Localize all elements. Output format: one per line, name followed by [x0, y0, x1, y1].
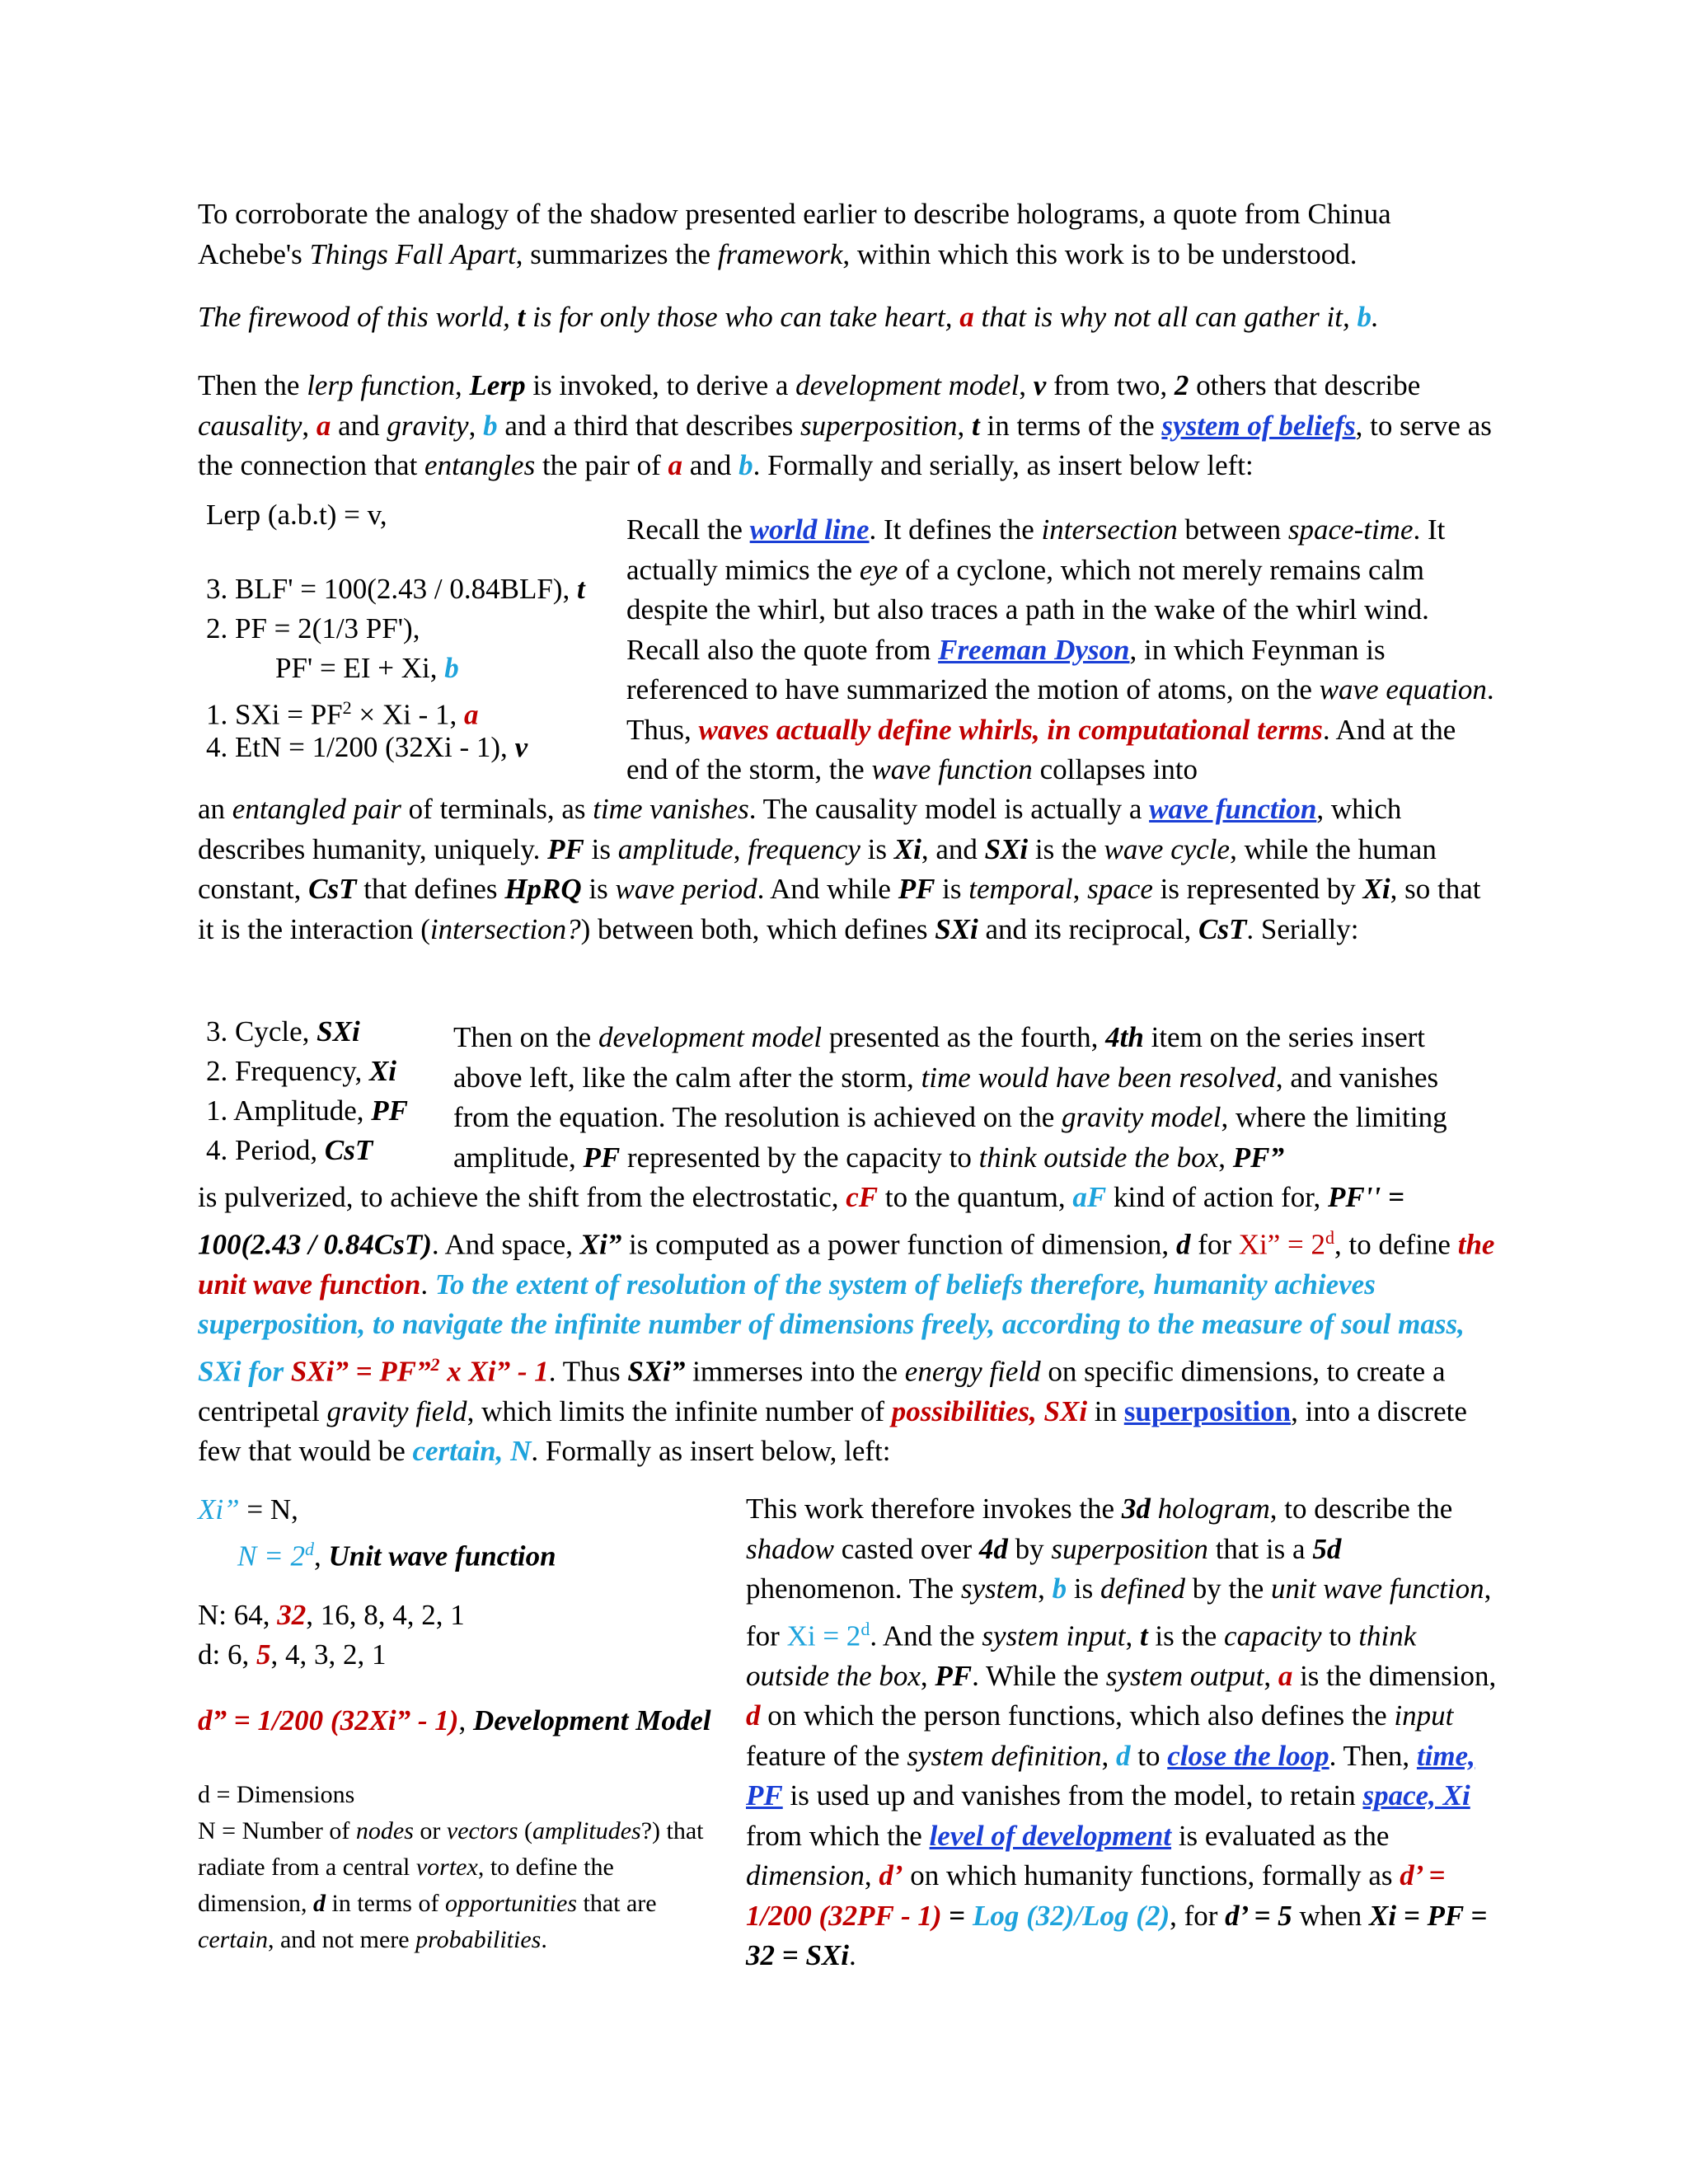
insert-line [198, 1701, 711, 1741]
text: space-time [1287, 513, 1414, 546]
text: . Thus [548, 1355, 628, 1388]
text: N = Number of [198, 1817, 356, 1844]
text: PF' = EI + Xi, [275, 652, 445, 684]
insert-line [206, 728, 528, 768]
text: Xi = 2 [786, 1619, 861, 1652]
text: , to define the dimension, [198, 1854, 614, 1917]
text: is [581, 873, 616, 905]
text: wave cycle [1104, 832, 1231, 865]
var-b: b [1357, 301, 1372, 333]
text: ) between both, which defines [580, 912, 935, 945]
text: or [413, 1817, 447, 1844]
text: is represented by [1152, 873, 1363, 905]
text: , to define [1334, 1228, 1458, 1261]
text: Xi” [198, 1493, 240, 1526]
text: 4d [978, 1532, 1008, 1565]
text: that is a [1207, 1532, 1313, 1565]
var-t: t [517, 301, 526, 333]
text: , [1218, 1141, 1233, 1174]
link-world-line[interactable]: world line [749, 513, 870, 546]
text: . While the [972, 1659, 1106, 1692]
text: gravity model [1062, 1101, 1221, 1133]
text: PF'' = 100(2.43 / 0.84CsT) [198, 1181, 1404, 1261]
text: item on the series insert above left, like the calm after the storm, [453, 1021, 1426, 1094]
text: . The causality model is actually a [748, 793, 1150, 825]
text: Log (32)/Log (2) [973, 1899, 1170, 1932]
text: from two, [1046, 369, 1175, 401]
text: is [860, 832, 894, 865]
text: d’ = 5 [1225, 1899, 1292, 1932]
text: 5d [1312, 1532, 1342, 1565]
insert-line [206, 569, 585, 610]
text: PF [898, 873, 935, 905]
text: v [1033, 369, 1047, 401]
text: To corroborate the analogy of the shadow presented earlier to describe holograms, a quote from Chinua Achebe's [198, 198, 1391, 270]
text: is computed as a power function of dimension, [621, 1228, 1176, 1261]
text: Xi = PF = 32 = SXi [746, 1899, 1488, 1972]
text: Unit wave function [328, 1540, 556, 1572]
link-freeman-dyson[interactable]: Freeman Dyson [938, 633, 1130, 666]
text: between [1177, 513, 1288, 546]
text: d [313, 1890, 326, 1917]
text: Lerp [469, 369, 526, 401]
text: , [957, 409, 973, 442]
text: of a cyclone, which not merely remains calm despite the whirl, but also traces a path in the wake of the whirl wind. Recall also the quote from [626, 553, 1429, 666]
text: is the [1147, 1619, 1225, 1652]
text: , [1264, 1659, 1278, 1692]
text: an [198, 793, 232, 825]
link-system-of-beliefs[interactable]: system of beliefs [1161, 409, 1356, 442]
text: d [1175, 1228, 1191, 1261]
text: d [304, 1539, 314, 1559]
text: in terms of the [979, 409, 1162, 442]
text: Lerp (a.b.t) = v, [206, 499, 387, 531]
link-level-of-development[interactable]: level of development [929, 1819, 1172, 1852]
text: SXi [984, 832, 1029, 865]
text: amplitude [617, 832, 734, 865]
text: 32 [277, 1599, 307, 1631]
text: by [1007, 1532, 1052, 1565]
text: , for [746, 1572, 1492, 1652]
text: wave period [615, 873, 757, 905]
text: is used up and vanishes from the model, to retain [782, 1779, 1363, 1812]
text: × Xi - 1, [351, 698, 465, 731]
text: t [576, 573, 585, 605]
text: , [733, 832, 748, 865]
text: system definition [907, 1739, 1102, 1772]
text: and [682, 449, 739, 481]
link-time-pf[interactable]: time, PF [746, 1739, 1475, 1812]
text: certain [198, 1926, 268, 1953]
text: d [860, 1618, 870, 1639]
text: N = 2 [237, 1540, 305, 1572]
text: possibilities, SXi [891, 1394, 1088, 1427]
text: . It actually mimics the [626, 513, 1446, 586]
text: ?) that radiate from a central [198, 1817, 704, 1881]
text: , [1038, 1572, 1053, 1605]
text: think outside the box [746, 1619, 1417, 1692]
text: is the dimension, [1292, 1659, 1497, 1692]
text: cF [846, 1181, 879, 1213]
text: , so that it is the interaction ( [198, 873, 1481, 945]
text: framework [717, 237, 843, 270]
text: represented by the capacity to [620, 1141, 979, 1174]
link-superposition[interactable]: superposition [1123, 1394, 1292, 1427]
text: waves actually define whirls, in computational terms [698, 713, 1323, 746]
achebe-quote [198, 298, 1496, 338]
text: Xi” = 2 [1238, 1228, 1326, 1261]
text: SXi [935, 912, 978, 945]
definition-d: d = Dimensions [198, 1781, 355, 1808]
text: is pulverized, to achieve the shift from the electrostatic, [198, 1181, 846, 1213]
text: and [331, 409, 387, 442]
text: , [468, 409, 484, 442]
text: = [941, 1899, 973, 1932]
text: d [746, 1699, 761, 1732]
text: . It defines the [869, 513, 1042, 546]
text: b [483, 409, 498, 442]
text: d’ [879, 1859, 903, 1892]
text: 2. PF = 2(1/3 PF'), [206, 612, 420, 644]
text: is [935, 873, 969, 905]
text: 4. EtN = 1/200 (32Xi - 1), [206, 731, 515, 763]
text: development model [795, 369, 1020, 401]
causality-paragraph [198, 790, 1496, 949]
text: SXi” [627, 1355, 686, 1388]
text: that is why not all can gather it, [973, 301, 1357, 333]
text: wave function [871, 753, 1033, 785]
text: 4th [1105, 1021, 1144, 1053]
text: Xi [368, 1055, 397, 1087]
text: . Serially: [1246, 912, 1359, 945]
text: and its reciprocal, [978, 912, 1199, 945]
text: . Formally and serially, as insert below left: [753, 449, 1254, 481]
text: by the [1185, 1572, 1272, 1605]
text: . [848, 1939, 856, 1972]
text: probabilities [415, 1926, 542, 1953]
text: in [1087, 1394, 1124, 1427]
text: a [668, 449, 683, 481]
text: presented as the fourth, [822, 1021, 1106, 1053]
text: a [1278, 1659, 1293, 1692]
lerp-paragraph [198, 366, 1496, 486]
text: SXi” = PF” [290, 1355, 431, 1388]
text: system input [982, 1619, 1126, 1652]
text: gravity field [326, 1394, 467, 1427]
text: , [920, 1659, 935, 1692]
text: , [864, 1859, 879, 1892]
text: , which limits the infinite number of [467, 1394, 892, 1427]
text: Xi [1362, 873, 1390, 905]
text: the pair of [535, 449, 668, 481]
text: 3. BLF' = 100(2.43 / 0.84BLF), [206, 573, 577, 605]
text: . Then, [1329, 1739, 1417, 1772]
text: , where the limiting amplitude, [453, 1101, 1447, 1174]
text: , [1072, 873, 1088, 905]
text: defined [1100, 1572, 1186, 1605]
insert-line [198, 1635, 386, 1675]
text: Xi” [579, 1228, 622, 1261]
text: kind of action for, [1106, 1181, 1329, 1213]
text: CsT [324, 1134, 373, 1166]
text: vectors [446, 1817, 518, 1844]
text: . And space, [431, 1228, 580, 1261]
text: . [541, 1926, 547, 1953]
text: feature of the [746, 1739, 907, 1772]
text: . [420, 1268, 435, 1301]
text: shadow [746, 1532, 834, 1565]
text: , [1101, 1739, 1117, 1772]
text: , into a discrete few that would be [198, 1394, 1467, 1468]
text: when [1292, 1899, 1369, 1932]
text: , to serve as the connection that [198, 409, 1492, 481]
text: wave equation [1319, 673, 1487, 705]
text: collapses into [1032, 753, 1198, 785]
text: on which humanity functions, formally as [903, 1859, 1400, 1892]
text: time would have been resolved [921, 1061, 1276, 1094]
text: , summarizes the [515, 237, 718, 270]
text: PF [371, 1094, 409, 1127]
text: 4. Period, [206, 1134, 325, 1166]
text: CsT [308, 873, 357, 905]
text: This work therefore invokes the [746, 1493, 1122, 1525]
text: 1. SXi = PF [206, 698, 343, 731]
text: , in which Feynman is referenced to have summarized the motion of atoms, on the [626, 633, 1386, 705]
text: , 4, 3, 2, 1 [270, 1638, 387, 1671]
text: is evaluated as the [1171, 1819, 1390, 1852]
intro-paragraph [198, 194, 1496, 274]
text: PF [547, 832, 584, 865]
text: a [316, 409, 331, 442]
text: entangles [424, 449, 536, 481]
insert-line [206, 1012, 360, 1052]
text: , and [921, 832, 985, 865]
text: , and vanishes from the equation. The resolution is achieved on the [453, 1061, 1439, 1133]
text: system output [1105, 1659, 1264, 1692]
text: to the quantum, [878, 1181, 1073, 1213]
text: 1. Amplitude, [206, 1094, 372, 1127]
text: PF” [1232, 1141, 1284, 1174]
text: d” = 1/200 (32Xi” - 1) [198, 1704, 459, 1736]
text: certain, N [412, 1435, 532, 1468]
text: in terms of [326, 1890, 445, 1917]
text: dimension [746, 1859, 865, 1892]
text: b [738, 449, 753, 481]
text: lerp function [307, 369, 456, 401]
text: . And at the end of the storm, the [626, 713, 1456, 785]
text: superposition [799, 409, 958, 442]
definition-n [198, 1813, 717, 1958]
link-wave-function[interactable]: wave function [1149, 793, 1317, 825]
text: casted over [833, 1532, 979, 1565]
text: and a third that describes [497, 409, 800, 442]
text: v [514, 731, 528, 763]
text: , [458, 1704, 473, 1736]
book-title: Things Fall Apart [309, 237, 516, 270]
text: Then on the [453, 1021, 598, 1053]
text: gravity [387, 409, 469, 442]
text: amplitudes [532, 1817, 641, 1844]
text: causality [198, 409, 302, 442]
text: input [1394, 1699, 1454, 1732]
text: immerses into the [685, 1355, 905, 1388]
text: that are [577, 1890, 657, 1917]
text: is [1067, 1572, 1100, 1605]
text: intersection [1041, 513, 1178, 546]
text: eye [859, 553, 898, 586]
var-a: a [959, 301, 974, 333]
text: = N, [239, 1493, 298, 1526]
text: , within which this work is to be understood. [842, 237, 1357, 270]
link-space-xi[interactable]: space, Xi [1362, 1779, 1470, 1812]
text: is [584, 832, 618, 865]
text: think outside the box [978, 1141, 1219, 1174]
text: , to describe the [1269, 1493, 1453, 1525]
text: on specific dimensions, to create a centripetal [198, 1355, 1446, 1427]
text: on which the person functions, which also defines the [760, 1699, 1395, 1732]
text [1151, 1493, 1158, 1525]
development-paragraph [453, 1018, 1500, 1178]
text: , 16, 8, 4, 2, 1 [306, 1599, 465, 1631]
text: PF [583, 1141, 621, 1174]
text: b [1052, 1572, 1067, 1605]
text: SXi [316, 1015, 360, 1047]
text: , [1019, 369, 1034, 401]
text: . And while [757, 873, 898, 905]
text: entangled pair [232, 793, 401, 825]
text: PF [935, 1659, 973, 1692]
definitions [198, 1777, 717, 1958]
text: 3d [1121, 1493, 1151, 1525]
text: hologram [1157, 1493, 1270, 1525]
text: . [1371, 301, 1379, 333]
text: 3. Cycle, [206, 1015, 317, 1047]
insert-line [198, 1490, 298, 1530]
text: b [444, 652, 459, 684]
text: from which the [746, 1819, 930, 1852]
gravity-paragraph [198, 1178, 1496, 1472]
text: system [960, 1572, 1039, 1605]
text: is invoked, to derive a [525, 369, 796, 401]
text: 2. Frequency, [206, 1055, 369, 1087]
text: a [464, 698, 479, 731]
text: Development Model [472, 1704, 711, 1736]
text: time vanishes [593, 793, 749, 825]
link-close-the-loop[interactable]: close the loop [1167, 1739, 1329, 1772]
text: 2 [342, 697, 352, 718]
text: . Formally as insert below, left: [531, 1435, 891, 1468]
text: Then the [198, 369, 307, 401]
text: is for only those who can take heart, [525, 301, 960, 333]
text: to [1321, 1619, 1359, 1652]
text: intersection? [429, 912, 581, 945]
text: phenomenon. The [746, 1572, 961, 1605]
text: , [1125, 1619, 1140, 1652]
text: temporal [968, 873, 1073, 905]
text: others that describe [1189, 369, 1421, 401]
text: d [1325, 1226, 1335, 1248]
text: CsT [1198, 912, 1247, 945]
insert-line [206, 495, 387, 536]
text: development model [598, 1021, 823, 1053]
text: nodes [355, 1817, 414, 1844]
text: N: 64, [198, 1599, 278, 1631]
insert-line [206, 1091, 408, 1132]
text: , for [1170, 1899, 1226, 1932]
text: t [972, 409, 980, 442]
insert-line [237, 1530, 556, 1577]
text: vortex [415, 1854, 478, 1881]
insert-line [275, 649, 459, 689]
text: opportunities [444, 1890, 577, 1917]
text: , [313, 1540, 329, 1572]
insert-line [206, 1131, 373, 1171]
hologram-paragraph [746, 1489, 1500, 1976]
text: d’ = 1/200 (32PF - 1) [746, 1859, 1446, 1932]
text: Recall the [626, 513, 750, 546]
text: 5 [256, 1638, 271, 1671]
text: to [1130, 1739, 1168, 1772]
text: , and not mere [267, 1926, 416, 1953]
text: aF [1072, 1181, 1107, 1213]
insert-line [206, 609, 420, 649]
text: for [1190, 1228, 1239, 1261]
insert-line [198, 1596, 465, 1636]
text: 2 [430, 1353, 440, 1375]
text: , [455, 369, 470, 401]
text: unit wave function [1271, 1572, 1484, 1605]
text: superposition [1051, 1532, 1208, 1565]
text: t [1139, 1619, 1148, 1652]
text: Xi [893, 832, 921, 865]
text: energy field [904, 1355, 1041, 1388]
text: , while the human constant, [198, 832, 1437, 905]
text: is the [1028, 832, 1104, 865]
text: d [1116, 1739, 1131, 1772]
text: . And the [870, 1619, 982, 1652]
text: ( [518, 1817, 533, 1844]
text: , which describes humanity, uniquely. [198, 793, 1402, 865]
text: To the extent of resolution of the system of beliefs therefore, humanity achieves superposition, to navigate the infinite number of dimensions freely, according to the measure of soul mass, SXi for [198, 1268, 1465, 1388]
text: , [302, 409, 316, 442]
text: frequency [748, 832, 860, 865]
insert-line [206, 1052, 396, 1092]
text: the unit wave function [198, 1228, 1495, 1301]
text: space [1087, 873, 1153, 905]
text: x Xi” - 1 [439, 1355, 549, 1388]
text: of terminals, as [401, 793, 593, 825]
text: capacity [1224, 1619, 1322, 1652]
text: The firewood of this world, [198, 301, 518, 333]
text: that defines [356, 873, 505, 905]
world-line-paragraph [626, 510, 1500, 790]
text: . Thus, [626, 673, 1494, 746]
text: HpRQ [504, 873, 582, 905]
text: 2 [1174, 369, 1189, 401]
text: d: 6, [198, 1638, 256, 1671]
